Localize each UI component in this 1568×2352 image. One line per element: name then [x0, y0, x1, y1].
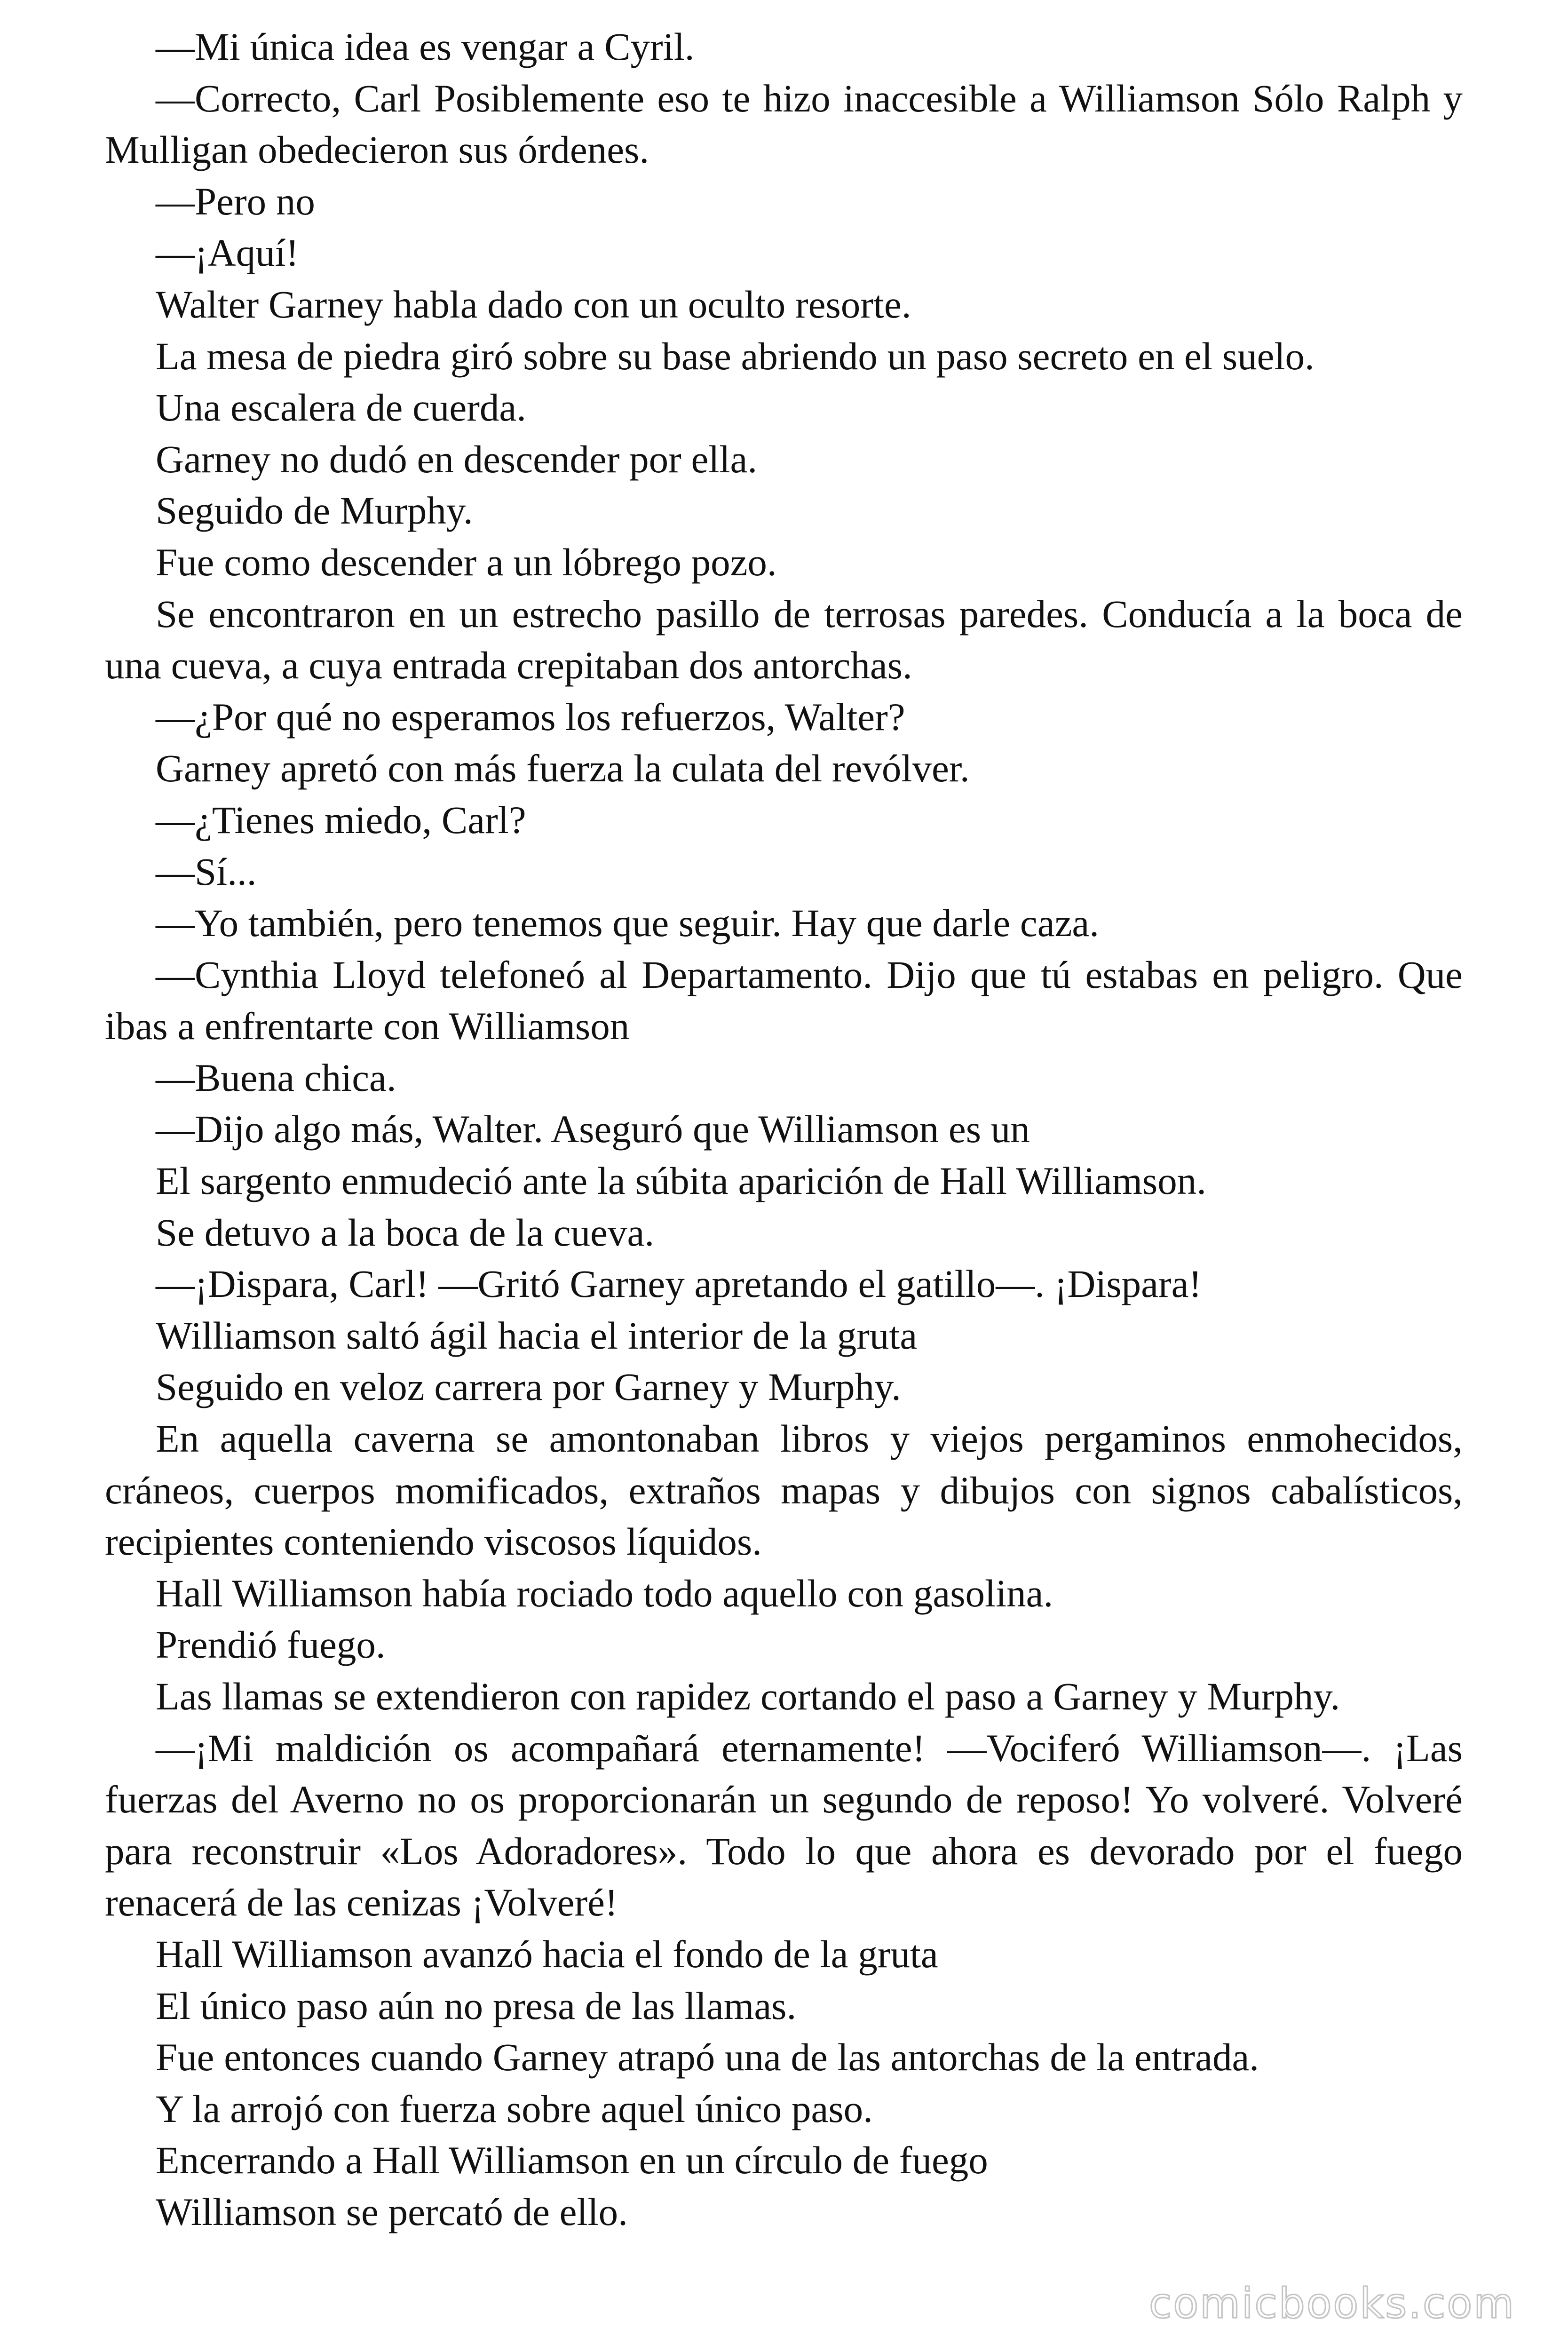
paragraph: Una escalera de cuerda.: [156, 386, 526, 429]
paragraph: Garney no dudó en descender por ella.: [156, 437, 758, 481]
paragraph: Se encontraron en un estrecho pasillo de terrosas paredes. Conducía a la boca de una cueva, a cuya entrada crepitaban dos antorchas.: [105, 592, 1463, 687]
paragraph: Walter Garney habla dado con un oculto resorte.: [156, 282, 911, 326]
paragraph: El sargento enmudeció ante la súbita aparición de Hall Williamson.: [156, 1159, 1206, 1203]
paragraph: Se detuvo a la boca de la cueva.: [156, 1210, 655, 1254]
paragraph: —Buena chica.: [156, 1056, 396, 1099]
paragraph: —Yo también, pero tenemos que seguir. Hay que darle caza.: [156, 901, 1100, 945]
paragraph: Hall Williamson había rociado todo aquello con gasolina.: [156, 1571, 1053, 1615]
paragraph: —¡Mi maldición os acompañará eternamente! —Vociferó Williamson—. ¡Las fuerzas del Averno no os proporcionarán un segundo de reposo! Yo volveré. Volveré para reconstruir «Los Adoradores». Todo lo que ahora es devorado por el fuego renacerá de las cenizas ¡Volveré!: [105, 1726, 1463, 1924]
paragraph: Encerrando a Hall Williamson en un círculo de fuego: [156, 2138, 988, 2182]
paragraph: Garney apretó con más fuerza la culata del revólver.: [156, 747, 970, 790]
paragraph: Prendió fuego.: [156, 1623, 386, 1667]
paragraph: —Pero no: [156, 179, 315, 223]
paragraph: —Correcto, Carl Posiblemente eso te hizo inaccesible a Williamson Sólo Ralph y Mulligan obedecieron sus órdenes.: [105, 76, 1463, 172]
paragraph: —Dijo algo más, Walter. Aseguró que Williamson es un: [156, 1107, 1030, 1151]
paragraph: —¿Por qué no esperamos los refuerzos, Walter?: [156, 695, 905, 739]
paragraph: Seguido en veloz carrera por Garney y Murphy.: [156, 1365, 901, 1409]
paragraph: Las llamas se extendieron con rapidez cortando el paso a Garney y Murphy.: [156, 1675, 1340, 1718]
document-body: [105, 21, 1463, 2238]
paragraph: Seguido de Murphy.: [156, 489, 473, 532]
paragraph: —¡Aquí!: [156, 231, 299, 275]
paragraph: —¿Tienes miedo, Carl?: [156, 798, 526, 842]
paragraph: —Mi única idea es vengar a Cyril.: [156, 25, 695, 68]
paragraph: —Cynthia Lloyd telefoneó al Departamento. Dijo que tú estabas en peligro. Que ibas a enfrentarte con Williamson: [105, 953, 1463, 1048]
paragraph: Williamson se percató de ello.: [156, 2190, 628, 2233]
paragraph: En aquella caverna se amontonaban libros y viejos pergaminos enmohecidos, cráneos, cuerpos momificados, extraños mapas y dibujos con signos cabalísticos, recipientes conteniendo viscosos líquidos.: [105, 1417, 1463, 1564]
paragraph: Fue como descender a un lóbrego pozo.: [156, 540, 777, 584]
paragraph: Fue entonces cuando Garney atrapó una de las antorchas de la entrada.: [156, 2035, 1259, 2079]
paragraph: —Sí...: [156, 850, 257, 893]
paragraph: Y la arrojó con fuerza sobre aquel único paso.: [156, 2087, 873, 2130]
paragraph: El único paso aún no presa de las llamas.: [156, 1984, 797, 2027]
watermark: comicbooks.com: [1148, 2279, 1515, 2328]
paragraph: La mesa de piedra giró sobre su base abriendo un paso secreto en el suelo.: [156, 334, 1315, 378]
paragraph: Williamson saltó ágil hacia el interior de la gruta: [156, 1313, 918, 1357]
paragraph: —¡Dispara, Carl! —Gritó Garney apretando el gatillo—. ¡Dispara!: [156, 1262, 1202, 1306]
paragraph: Hall Williamson avanzó hacia el fondo de la gruta: [156, 1932, 938, 1976]
